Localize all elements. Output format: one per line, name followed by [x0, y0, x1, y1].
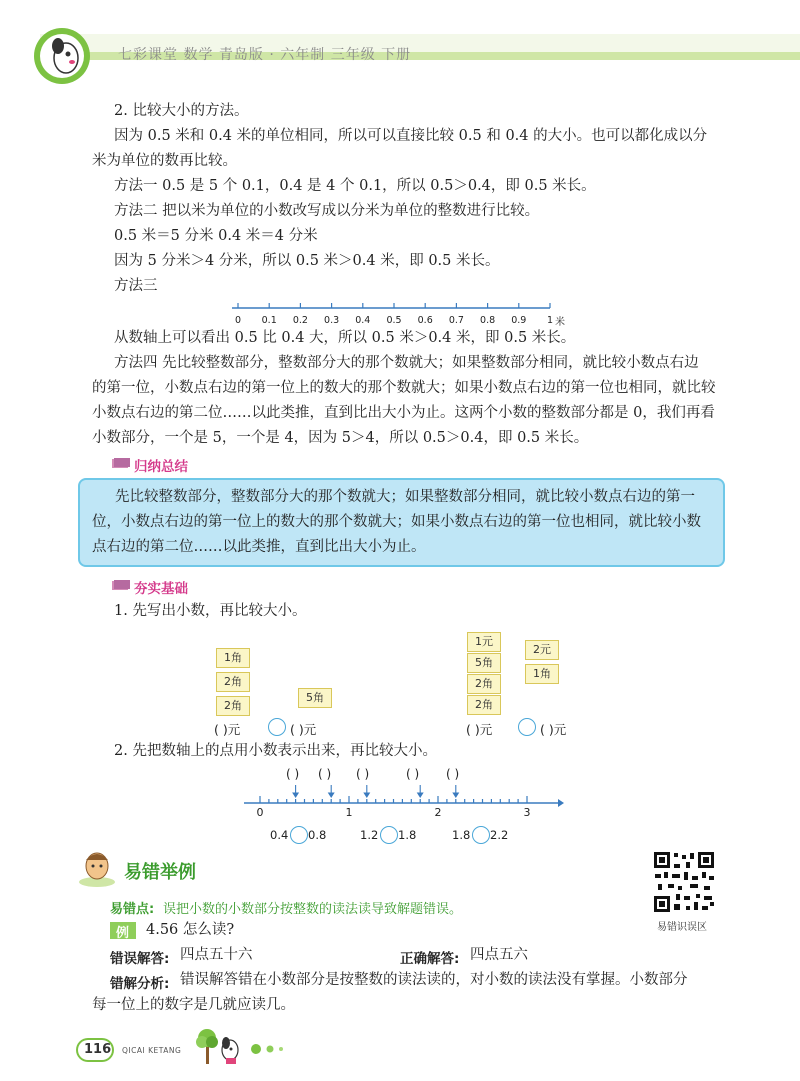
method-4-line-1: 方法四 先比较整数部分，整数部分大的那个数就大；如果整数部分相同，就比较小数点右边	[114, 355, 699, 371]
axis-tick-label: 0.8	[480, 315, 496, 326]
compare-b: 2.2	[490, 828, 509, 842]
number-line-points	[240, 780, 564, 820]
compare-a: 1.2	[360, 828, 379, 842]
compare-a: 0.4	[270, 828, 289, 842]
money-card: 1角	[216, 648, 250, 668]
blank-right-1[interactable]: ( )元	[466, 722, 493, 737]
axis-tick-label: 1	[345, 806, 353, 819]
method-3-text: 从数轴上可以看出 0.5 比 0.4 大，所以 0.5 米＞0.4 米，即 0.5 米长。	[114, 330, 576, 346]
axis-tick-label: 2	[434, 806, 442, 819]
method-4-line-3: 小数点右边的第二位……以此类推，直到比出大小为止。这两个小数的整数部分都是 0，我们再看	[92, 405, 715, 421]
answer-blank[interactable]: ( )	[446, 767, 460, 781]
boy-thinking-icon	[76, 846, 118, 888]
axis-tick-label: 0	[256, 806, 264, 819]
analysis-label: 错解分析:	[110, 976, 170, 992]
brand-text: QICAI KETANG	[122, 1046, 182, 1055]
method-2-conclusion: 因为 5 分米＞4 分米，所以 0.5 米＞0.4 米，即 0.5 米长。	[114, 253, 500, 269]
error-point-label: 易错点:	[110, 902, 155, 917]
axis-tick-label: 0	[234, 315, 242, 326]
intro-line-1: 因为 0.5 米和 0.4 米的单位相同，所以可以直接比较 0.5 和 0.4 的大小。也可以都化成以分	[114, 128, 708, 144]
qr-code-icon[interactable]	[652, 850, 716, 914]
compare-b: 0.8	[308, 828, 327, 842]
money-card: 2元	[525, 640, 559, 660]
errors-title: 易错举例	[124, 862, 196, 883]
question-1: 1. 先写出小数，再比较大小。	[114, 603, 307, 619]
money-card: 1元	[467, 632, 501, 652]
analysis-text-2: 每一位上的数字是几就应读几。	[92, 997, 295, 1013]
compare-circle[interactable]	[518, 718, 536, 736]
answer-blank[interactable]: ( )	[356, 767, 370, 781]
example-text: 4.56 怎么读?	[146, 922, 235, 938]
compare-circle[interactable]	[268, 718, 286, 736]
point-arrow-head	[453, 793, 458, 797]
summary-title: 归纳总结	[134, 459, 188, 475]
axis-tick-label: 0.2	[292, 315, 308, 326]
axis-tick-label: 1	[546, 315, 554, 326]
point-arrow-head	[418, 793, 423, 797]
right-text: 四点五六	[470, 947, 528, 963]
method-1: 方法一 0.5 是 5 个 0.1，0.4 是 4 个 0.1，所以 0.5＞0.4，即 0.5 米长。	[114, 178, 596, 194]
point-arrow-head	[293, 793, 298, 797]
point-arrow-head	[329, 793, 334, 797]
axis-tick-label: 3	[523, 806, 531, 819]
answer-blank[interactable]: ( )	[286, 767, 300, 781]
wrong-label: 错误解答:	[110, 951, 170, 967]
blank-left-2[interactable]: ( )元	[290, 722, 317, 737]
method-2: 方法二 把以米为单位的小数改写成以分米为单位的整数进行比较。	[114, 203, 540, 219]
axis-unit: 米	[555, 317, 565, 328]
axis-tick-label: 0.3	[324, 315, 340, 326]
method-2-conversion: 0.5 米＝5 分米 0.4 米＝4 分米	[114, 228, 318, 244]
blank-right-2[interactable]: ( )元	[540, 722, 567, 737]
axis-tick-label: 0.6	[417, 315, 433, 326]
practice-title: 夯实基础	[134, 581, 188, 597]
number-line-meter	[228, 298, 573, 328]
point-arrow-head	[364, 793, 369, 797]
book-icon	[112, 458, 130, 469]
money-card: 2角	[216, 696, 250, 716]
compare-circle[interactable]	[290, 826, 308, 844]
right-label: 正确解答:	[400, 951, 460, 967]
book-icon	[112, 580, 130, 591]
answer-blank[interactable]: ( )	[318, 767, 332, 781]
summary-line-2: 位，小数点右边的第一位上的数大的那个数就大；如果小数点右边的第一位也相同，就比较小数	[92, 514, 701, 530]
money-card: 2角	[216, 672, 250, 692]
axis-tick-label: 0.4	[355, 315, 371, 326]
section-heading: 2. 比较大小的方法。	[114, 103, 249, 119]
axis-tick-label: 0.9	[511, 315, 527, 326]
question-2: 2. 先把数轴上的点用小数表示出来，再比较大小。	[114, 743, 437, 759]
method-4-line-2: 的第一位，小数点右边的第一位上的数大的那个数就大；如果小数点右边的第一位也相同，就比较	[92, 380, 716, 396]
decorative-dots	[250, 1042, 294, 1056]
compare-a: 1.8	[452, 828, 471, 842]
money-card: 1角	[525, 664, 559, 684]
summary-line-1: 先比较整数部分，整数部分大的那个数就大；如果整数部分相同，就比较小数点右边的第一	[115, 489, 695, 505]
axis-tick-label: 0.1	[261, 315, 277, 326]
page-number: 116	[84, 1042, 112, 1057]
axis-tick-label: 0.7	[448, 315, 464, 326]
answer-blank[interactable]: ( )	[406, 767, 420, 781]
money-card: 2角	[467, 695, 501, 715]
summary-line-3: 点右边的第二位……以此类推，直到比出大小为止。	[92, 539, 426, 555]
money-card: 5角	[467, 653, 501, 673]
intro-line-2: 米为单位的数再比较。	[92, 153, 237, 169]
example-label: 例	[116, 926, 130, 941]
compare-circle[interactable]	[380, 826, 398, 844]
wrong-text: 四点五十六	[180, 947, 253, 963]
compare-circle[interactable]	[472, 826, 490, 844]
analysis-text-1: 错误解答错在小数部分是按整数的读法读的，对小数的读法没有掌握。小数部分	[180, 972, 688, 988]
header-banner	[0, 0, 800, 84]
compare-b: 1.8	[398, 828, 417, 842]
method-4-line-4: 小数部分，一个是 5，一个是 4，因为 5＞4，所以 0.5＞0.4，即 0.5 米长。	[92, 430, 589, 446]
qr-caption: 易错识误区	[657, 922, 707, 933]
money-card: 5角	[298, 688, 332, 708]
blank-left-1[interactable]: ( )元	[214, 722, 241, 737]
money-card: 2角	[467, 674, 501, 694]
header-title: 七彩课堂 数学 青岛版 · 六年制 三年级 下册	[118, 47, 412, 63]
error-point-text: 误把小数的小数部分按整数的读法读导致解题错误。	[163, 902, 463, 917]
method-3: 方法三	[114, 278, 158, 294]
axis-tick-label: 0.5	[386, 315, 402, 326]
tree-dog-illustration	[196, 1024, 246, 1068]
